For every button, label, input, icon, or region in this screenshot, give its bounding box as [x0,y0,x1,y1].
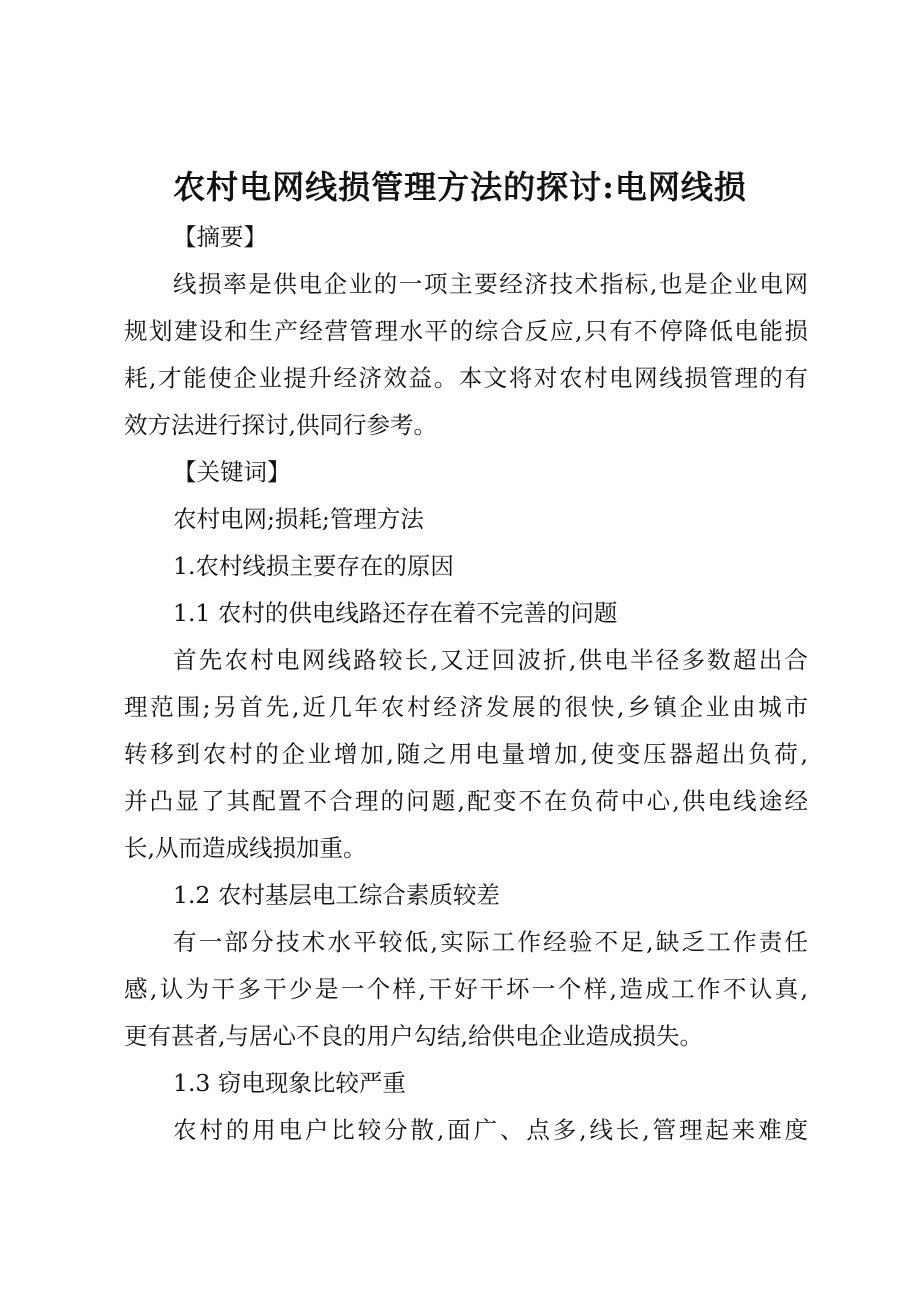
subsection-1-2-line-1: 有一部分技术水平较低,实际工作经验不足,缺乏工作责任 [173,928,808,956]
subsection-1-3-heading: 1.3 窃电现象比较严重 [173,1069,406,1097]
subsection-1-1-heading: 1.1 农村的供电线路还存在着不完善的问题 [173,599,618,627]
section-1-heading: 1.农村线损主要存在的原因 [173,552,454,580]
abstract-line-1: 线损率是供电企业的一项主要经济技术指标,也是企业电网 [173,270,808,298]
subsection-1-1-line-5: 长,从而造成线损加重。 [124,834,367,862]
subsection-1-2-heading: 1.2 农村基层电工综合素质较差 [173,881,500,909]
subsection-1-1-line-1: 首先农村电网线路较长,又迂回波折,供电半径多数超出合 [173,646,808,674]
subsection-1-1-line-2: 理范围;另首先,近几年农村经济发展的很快,乡镇企业由城市 [124,693,808,721]
subsection-1-3-line-1: 农村的用电户比较分散,面广、点多,线长,管理起来难度 [173,1116,808,1144]
abstract-line-3: 耗,才能使企业提升经济效益。本文将对农村电网线损管理的有 [124,364,808,392]
abstract-line-2: 规划建设和生产经营管理水平的综合反应,只有不停降低电能损 [124,317,808,345]
subsection-1-2-line-2: 感,认为干多干少是一个样,干好干坏一个样,造成工作不认真, [124,975,808,1003]
document-title: 农村电网线损管理方法的探讨:电网线损 [173,168,747,206]
keywords-label: 【关键词】 [173,458,291,486]
abstract-label: 【摘要】 [173,223,267,251]
subsection-1-1-line-4: 并凸显了其配置不合理的问题,配变不在负荷中心,供电线途经 [124,787,808,815]
subsection-1-1-line-3: 转移到农村的企业增加,随之用电量增加,使变压器超出负荷, [124,740,808,768]
subsection-1-2-line-3: 更有甚者,与居心不良的用户勾结,给供电企业造成损失。 [124,1022,703,1050]
keywords-text: 农村电网;损耗;管理方法 [173,505,424,533]
abstract-line-4: 效方法进行探讨,供同行参考。 [124,411,437,439]
